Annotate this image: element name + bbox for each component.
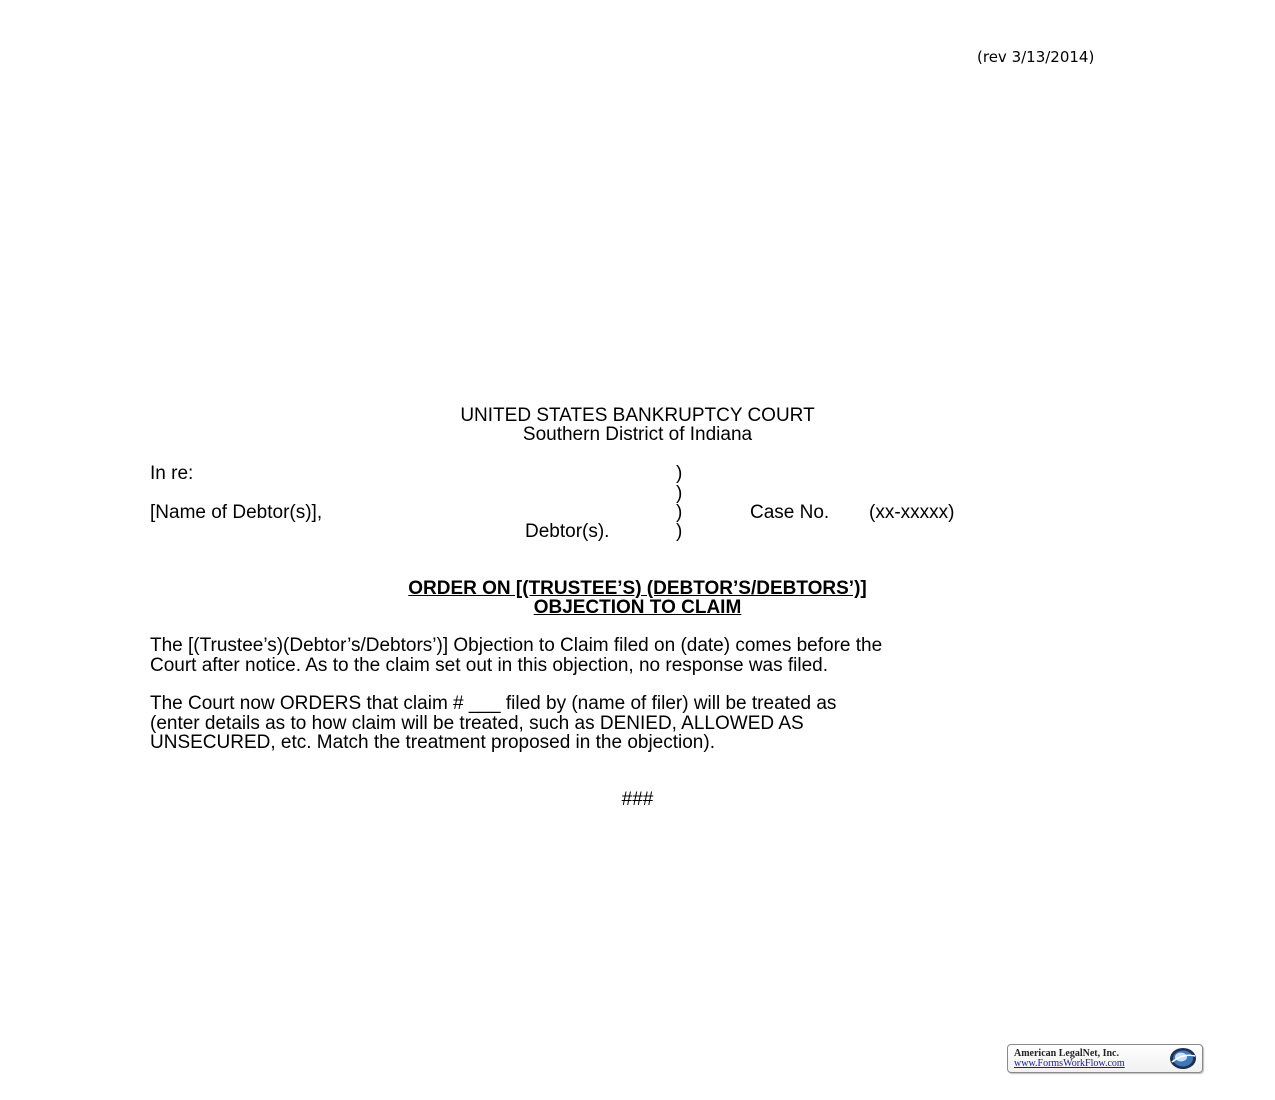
badge-company: American LegalNet, Inc. (1014, 1048, 1119, 1059)
in-re-label: In re: (150, 463, 194, 484)
court-name: UNITED STATES BANKRUPTCY COURT (460, 405, 815, 426)
debtor-label: Debtor(s). (525, 521, 610, 542)
case-number-label: Case No. (750, 502, 830, 523)
paragraph-line: The [(Trustee’s)(Debtor’s/Debtors’)] Objection to Claim filed on (date) comes before the (150, 635, 883, 656)
caption-paren: ) (676, 502, 683, 523)
paragraph-line: (enter details as to how claim will be treated, such as DENIED, ALLOWED AS (150, 712, 804, 734)
caption-paren: ) (676, 483, 683, 504)
order-title-line2: OBJECTION TO CLAIM (533, 597, 742, 618)
paragraph-line: Court after notice. As to the claim set out in this objection, no response was filed. (150, 654, 829, 676)
revision-date: (rev 3/13/2014) (977, 48, 1095, 66)
paragraph-line: UNSECURED, etc. Match the treatment proposed in the objection). (150, 732, 715, 753)
order-title-line1: ORDER ON [(TRUSTEE’S) (DEBTOR’S/DEBTORS’)] (408, 578, 867, 599)
debtor-name: [Name of Debtor(s)], (150, 502, 323, 523)
paragraph-line: The Court now ORDERS that claim # ___ filed by (name of filer) will be treated as (150, 693, 837, 714)
caption-paren: ) (676, 521, 683, 542)
case-number: (xx-xxxxx) (869, 502, 955, 523)
badge-url-link[interactable]: www.FormsWorkFlow.com (1014, 1058, 1125, 1069)
court-district: Southern District of Indiana (522, 424, 753, 445)
end-mark: ### (621, 789, 654, 810)
caption-paren: ) (676, 463, 683, 484)
globe-logo-icon (1168, 1047, 1198, 1070)
american-legalnet-badge[interactable] (1007, 1044, 1203, 1073)
paragraph-order (150, 694, 1140, 753)
paragraph-notice (150, 636, 1140, 675)
